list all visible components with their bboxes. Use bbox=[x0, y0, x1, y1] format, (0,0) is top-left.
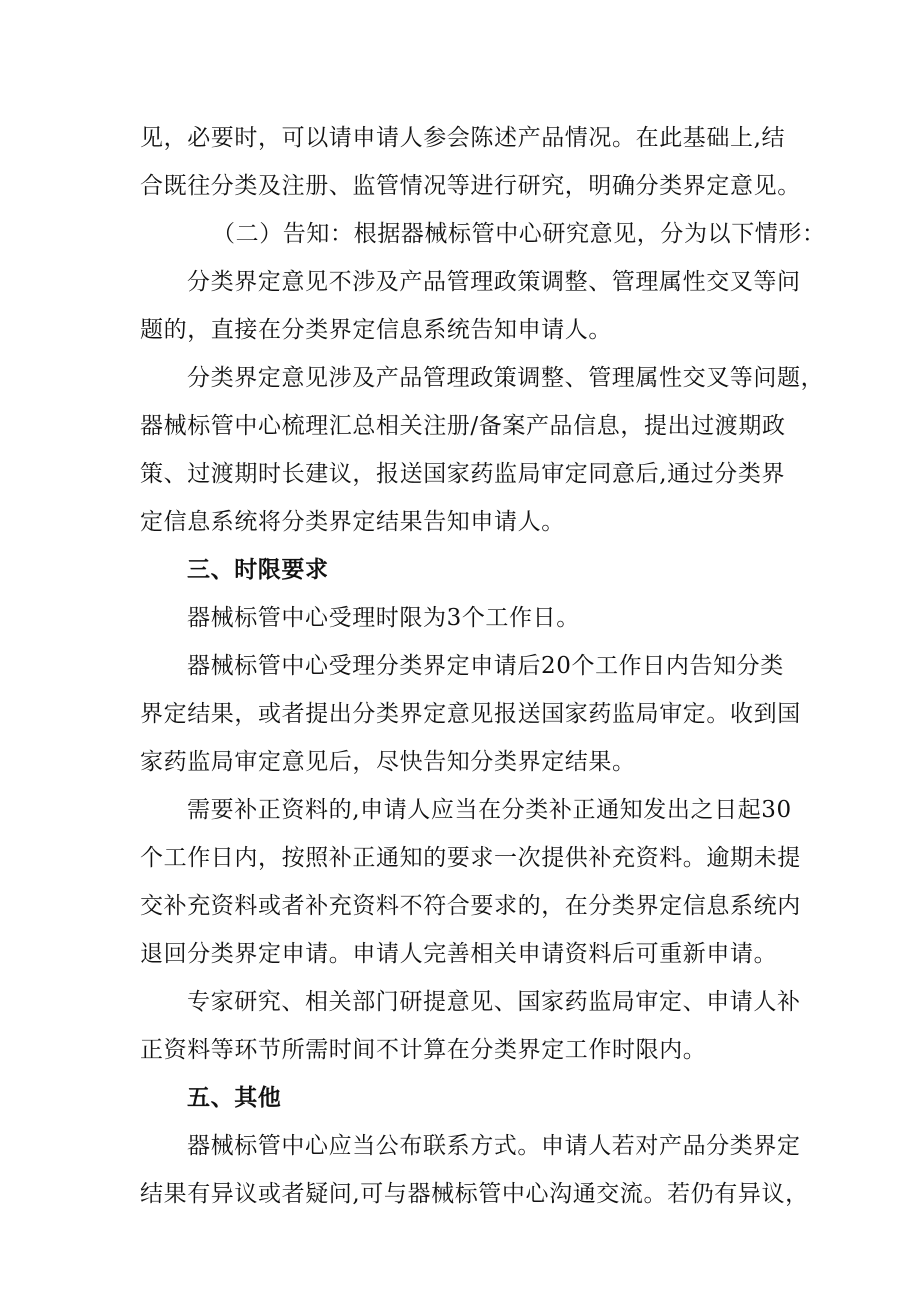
paragraph-line: 退回分类界定申请。申请人完善相关申请资料后可重新申请。 bbox=[140, 941, 778, 967]
section-heading: 五、其他 bbox=[187, 1085, 282, 1111]
paragraph-line: 见，必要时，可以请申请人参会陈述产品情况。在此基础上,结 bbox=[140, 125, 786, 151]
paragraph-line: 家药监局审定意见后，尽快告知分类界定结果。 bbox=[140, 749, 636, 775]
paragraph-line: 器械标管中心受理时限为3个工作日。 bbox=[187, 605, 580, 631]
paragraph-line: 策、过渡期时长建议，报送国家药监局审定同意后,通过分类界 bbox=[140, 461, 786, 487]
paragraph-line: 题的，直接在分类界定信息系统告知申请人。 bbox=[140, 317, 612, 343]
paragraph-line: 正资料等环节所需时间不计算在分类界定工作时限内。 bbox=[140, 1037, 707, 1063]
paragraph-line: 器械标管中心梳理汇总相关注册/备案产品信息，提出过渡期政 bbox=[140, 413, 786, 439]
paragraph-line: 结果有异议或者疑问,可与器械标管中心沟通交流。若仍有异议， bbox=[140, 1181, 809, 1207]
paragraph-line: 交补充资料或者补充资料不符合要求的，在分类界定信息系统内 bbox=[140, 893, 801, 919]
paragraph-line: 器械标管中心受理分类界定申请后20个工作日内告知分类 bbox=[187, 653, 784, 679]
paragraph-line: 个工作日内，按照补正通知的要求一次提供补充资料。逾期未提 bbox=[140, 845, 801, 871]
section-heading: 三、时限要求 bbox=[187, 557, 329, 583]
paragraph-line: 合既往分类及注册、监管情况等进行研究，明确分类界定意见。 bbox=[140, 173, 801, 199]
subsection-heading: （二）告知：根据器械标管中心研究意见，分为以下情形： bbox=[212, 221, 826, 247]
paragraph-line: 专家研究、相关部门研提意见、国家药监局审定、申请人补 bbox=[187, 989, 801, 1015]
paragraph-line: 分类界定意见涉及产品管理政策调整、管理属性交叉等问题， bbox=[187, 365, 825, 391]
paragraph-line: 分类界定意见不涉及产品管理政策调整、管理属性交叉等问 bbox=[187, 269, 801, 295]
paragraph-line: 器械标管中心应当公布联系方式。申请人若对产品分类界定 bbox=[187, 1133, 801, 1159]
paragraph-line: 需要补正资料的,申请人应当在分类补正通知发出之日起30 bbox=[187, 797, 792, 823]
paragraph-line: 界定结果，或者提出分类界定意见报送国家药监局审定。收到国 bbox=[140, 701, 801, 727]
paragraph-line: 定信息系统将分类界定结果告知申请人。 bbox=[140, 509, 565, 535]
